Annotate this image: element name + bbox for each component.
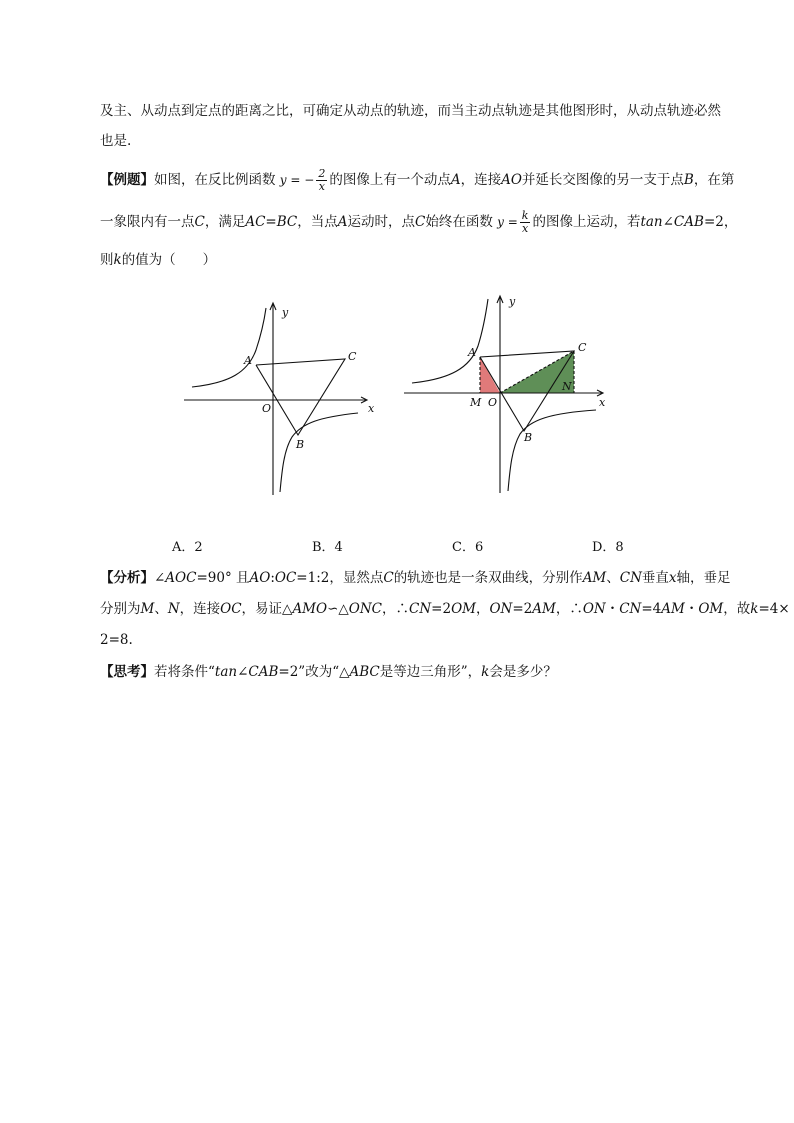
analysis-text: :	[270, 570, 275, 586]
intro-line-2	[100, 131, 131, 151]
segment-label: AM	[661, 601, 685, 617]
example-tag: 【例题】	[100, 172, 154, 188]
example-text: ，当点	[297, 214, 338, 230]
choice-b: B．4	[312, 540, 343, 555]
analysis-text: 2=8.	[100, 632, 133, 648]
choice-d: D．8	[592, 540, 624, 555]
triangle-label: AMO	[292, 601, 328, 617]
example-line-2	[100, 210, 737, 235]
example-text: 始终在函数	[425, 214, 493, 230]
segment-label: CN	[409, 601, 432, 617]
analysis-text: =1:2，显然点	[296, 570, 384, 586]
equation-1-lhs: y = −	[279, 173, 315, 187]
example-text: 的图像上有一个动点	[329, 172, 451, 188]
point-label: N	[167, 601, 180, 617]
analysis-text: 轴，垂足	[676, 570, 731, 586]
label-x: x	[599, 396, 606, 409]
equation-2-fraction	[520, 210, 531, 235]
think-line	[100, 662, 557, 682]
choice-c: C．6	[452, 540, 484, 555]
segment-label: OM	[451, 601, 476, 617]
angle-expression: ∠AOC	[154, 570, 197, 586]
fraction-denominator: x	[522, 222, 529, 235]
analysis-text: ，∴	[555, 601, 583, 617]
analysis-text: =90° 且	[196, 570, 250, 586]
figure-1	[180, 300, 380, 500]
analysis-text: ∽△	[327, 601, 349, 617]
think-tag: 【思考】	[100, 664, 154, 680]
choice-a: A．2	[172, 540, 203, 555]
analysis-text: ，故	[723, 601, 751, 617]
point-label: M	[140, 601, 155, 617]
think-text: 若将条件“	[154, 664, 215, 680]
analysis-text: =2	[512, 601, 533, 617]
analysis-text: 分别为	[100, 601, 141, 617]
think-text: 是等边三角形”，	[379, 664, 482, 680]
equation-2-lhs: y =	[497, 215, 518, 229]
point-label: A	[450, 172, 461, 188]
analysis-text: ，易证△	[241, 601, 293, 617]
intro-line-1	[100, 101, 721, 121]
analysis-text: 垂直	[641, 570, 669, 586]
example-text: 的值为（ ）	[121, 252, 217, 268]
label-O: O	[488, 396, 498, 409]
think-text: =2”改为“△	[278, 664, 350, 680]
think-text: 会是多少？	[489, 664, 557, 680]
segment-label: OC	[220, 601, 242, 617]
label-A: A	[244, 354, 252, 367]
analysis-line-2	[100, 599, 790, 619]
variable-k: k	[750, 601, 759, 617]
example-text: ，连接	[460, 172, 502, 188]
example-line-1	[100, 168, 734, 193]
figure-2	[400, 293, 610, 498]
label-A: A	[468, 346, 476, 359]
intro-text-1: 及主、从动点到定点的距离之比，可确定从动点的轨迹，而当主动点轨迹是其他图形时，从动点轨迹必然	[100, 103, 721, 119]
fraction-numerator: 2	[318, 167, 326, 180]
analysis-line-3	[100, 630, 133, 650]
segment-label: CN	[619, 570, 642, 586]
point-label: C	[383, 570, 394, 586]
segment-label: AM	[582, 570, 607, 586]
triangle-label: ONC	[348, 601, 382, 617]
label-C: C	[348, 350, 357, 363]
example-text: 运动时，点	[347, 214, 415, 230]
example-text: 一象限内有一点	[100, 214, 195, 230]
tan-expression: tan∠CAB	[640, 214, 704, 230]
example-text: 的图像上运动，若	[532, 214, 641, 230]
segment-label: ON	[489, 601, 513, 617]
equation-1-fraction	[316, 168, 327, 193]
hyperbola-branch-upper-left	[412, 299, 488, 383]
example-text: 则	[100, 252, 114, 268]
triangle-label: ABC	[349, 664, 380, 680]
example-text: ，在第	[693, 172, 735, 188]
segment-label: CN	[619, 601, 642, 617]
hyperbola-branch-lower-right	[508, 410, 596, 491]
label-N: N	[562, 380, 572, 393]
analysis-text: ・	[684, 601, 699, 617]
example-text: =2，	[703, 214, 738, 230]
intro-text-2: 也是.	[100, 133, 132, 149]
condition-text: AC=BC	[245, 214, 298, 230]
segment-label: ON	[582, 601, 606, 617]
label-B: B	[524, 431, 533, 444]
axis-label: x	[668, 570, 677, 586]
label-y: y	[509, 295, 516, 308]
analysis-text: =4	[641, 601, 662, 617]
point-label: C	[414, 214, 426, 230]
example-text: ，满足	[204, 214, 246, 230]
tan-expression: tan∠CAB	[214, 664, 279, 680]
fraction-numerator: k	[521, 209, 529, 222]
triangle-abc	[256, 359, 345, 435]
point-label: C	[194, 214, 205, 230]
analysis-text: 、	[154, 601, 168, 617]
label-x: x	[368, 402, 375, 415]
fraction-denominator: x	[318, 180, 325, 193]
label-C: C	[578, 341, 587, 354]
analysis-text: ，连接	[179, 601, 221, 617]
segment-label: AO	[501, 172, 522, 188]
label-O: O	[262, 402, 272, 415]
segment-label: AM	[532, 601, 556, 617]
analysis-tag: 【分析】	[100, 570, 154, 586]
point-label: B	[683, 172, 694, 188]
label-M: M	[470, 396, 482, 409]
analysis-text: ・	[605, 601, 620, 617]
analysis-text: =2	[431, 601, 452, 617]
analysis-text: 、	[606, 570, 620, 586]
label-y: y	[282, 306, 289, 319]
analysis-text: =4×	[758, 601, 790, 617]
segment-label: AO	[249, 570, 271, 586]
segment-label: OC	[274, 570, 297, 586]
variable-k: k	[113, 252, 122, 268]
example-line-3	[100, 250, 216, 270]
label-B: B	[296, 438, 305, 451]
example-text: 并延长交图像的另一支于点	[521, 172, 684, 188]
example-text: 如图，在反比例函数	[154, 172, 276, 188]
hyperbola-branch-upper-left	[192, 308, 266, 387]
analysis-text: ，∴	[382, 601, 409, 617]
point-label: A	[337, 214, 348, 230]
segment-label: OM	[698, 601, 724, 617]
analysis-text: ，	[475, 601, 490, 617]
analysis-line-1	[100, 568, 731, 588]
variable-k: k	[481, 664, 490, 680]
analysis-text: 的轨迹也是一条双曲线，分别作	[393, 570, 583, 586]
